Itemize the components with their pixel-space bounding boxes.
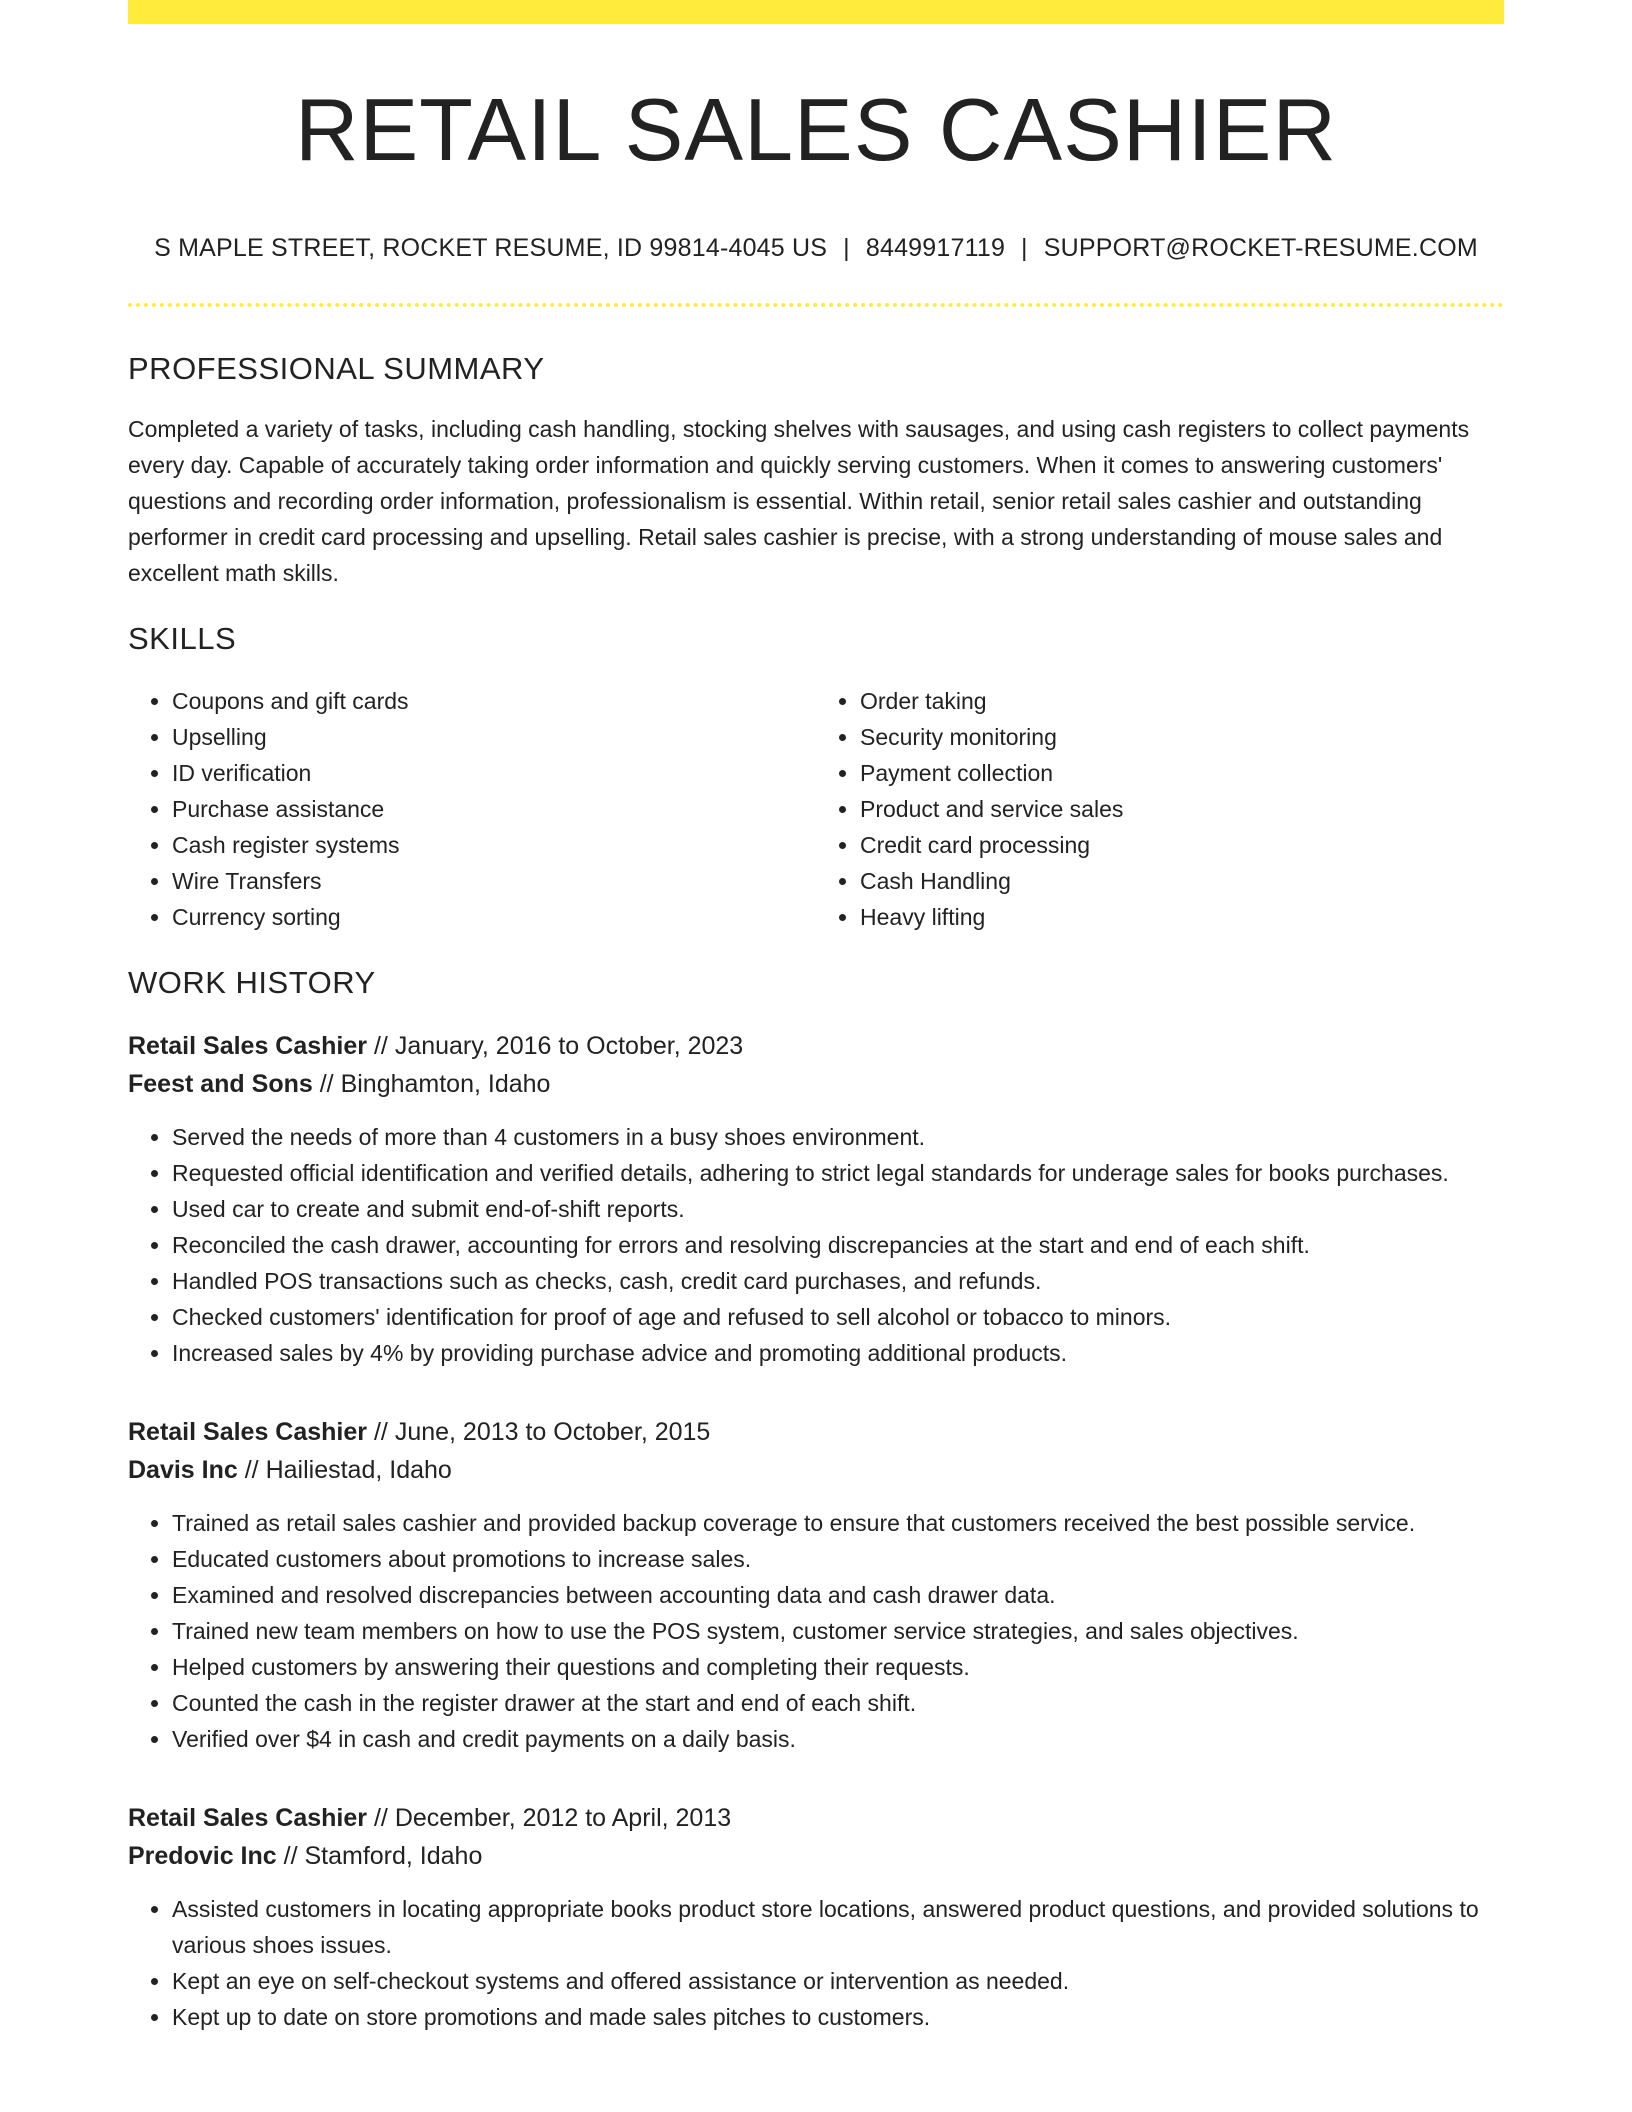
job-bullet: • Verified over $4 in cash and credit payments on a daily basis.	[172, 1721, 1504, 1757]
job-separator: //	[367, 1031, 395, 1060]
skill-item: • Currency sorting	[172, 899, 816, 935]
job-bullet: • Increased sales by 4% by providing purchase advice and promoting additional products.	[172, 1335, 1504, 1371]
job-location: Binghamton, Idaho	[340, 1069, 551, 1098]
job-entry	[128, 1027, 1504, 1371]
contact-phone: 8449917119	[865, 233, 1006, 262]
skill-item: • Security monitoring	[860, 719, 1504, 755]
job-company-line	[128, 1837, 1504, 1875]
job-entry	[128, 1413, 1504, 1757]
job-bullet: • Handled POS transactions such as checks, cash, credit card purchases, and refunds.	[172, 1263, 1504, 1299]
job-separator: //	[367, 1803, 395, 1832]
job-bullet: • Kept an eye on self-checkout systems and offered assistance or intervention as needed.	[172, 1963, 1504, 1999]
job-title: Retail Sales Cashier	[128, 1417, 368, 1446]
job-title: Retail Sales Cashier	[128, 1803, 368, 1832]
top-accent-bar	[128, 0, 1504, 24]
job-dates: January, 2016 to October, 2023	[394, 1031, 744, 1060]
skill-item: • Upselling	[172, 719, 816, 755]
job-bullet: • Helped customers by answering their questions and completing their requests.	[172, 1649, 1504, 1685]
summary-text: Completed a variety of tasks, including cash handling, stocking shelves with sausages, and using cash registers to collect payments every day. Capable of accurately taking order information and quickly serving customers. When it comes to answering customers' questions and recording order information, professionalism is essential. Within retail, senior retail sales cashier and outstanding performer in credit card processing and upselling. Retail sales cashier is precise, with a strong understanding of mouse sales and excellent math skills.	[128, 415, 1470, 586]
job-location: Stamford, Idaho	[304, 1841, 483, 1870]
job-separator: //	[276, 1841, 305, 1870]
job-bullet: • Kept up to date on store promotions and made sales pitches to customers.	[172, 1999, 1504, 2035]
job-company-line	[128, 1065, 1504, 1103]
contact-separator: |	[1021, 233, 1028, 262]
job-title-line	[128, 1027, 1504, 1065]
skill-item: • Order taking	[860, 683, 1504, 719]
job-bullet: • Examined and resolved discrepancies between accounting data and cash drawer data.	[172, 1577, 1504, 1613]
skills-list-left	[128, 683, 816, 935]
contact-email: SUPPORT@ROCKET-RESUME.COM	[1043, 233, 1478, 262]
job-separator: //	[312, 1069, 341, 1098]
skill-item: • Payment collection	[860, 755, 1504, 791]
job-title-line	[128, 1799, 1504, 1837]
job-company: Davis Inc	[128, 1455, 238, 1484]
job-dates: December, 2012 to April, 2013	[394, 1803, 732, 1832]
job-company-line	[128, 1451, 1504, 1489]
skill-item: • Coupons and gift cards	[172, 683, 816, 719]
work-history	[128, 1027, 1504, 2035]
skill-item: • Product and service sales	[860, 791, 1504, 827]
job-bullet: • Checked customers' identification for proof of age and refused to sell alcohol or tobacco to minors.	[172, 1299, 1504, 1335]
job-bullets	[128, 1119, 1504, 1371]
job-bullet: • Served the needs of more than 4 customers in a busy shoes environment.	[172, 1119, 1504, 1155]
resume-name: RETAIL SALES CASHIER	[294, 80, 1338, 179]
job-company: Predovic Inc	[128, 1841, 277, 1870]
contact-address: S MAPLE STREET, ROCKET RESUME, ID 99814-4045 US	[154, 233, 828, 262]
skill-item: • Cash register systems	[172, 827, 816, 863]
job-entry	[128, 1799, 1504, 2035]
job-bullet: • Trained as retail sales cashier and provided backup coverage to ensure that customers received the best possible service.	[172, 1505, 1504, 1541]
job-bullet: • Reconciled the cash drawer, accounting for errors and resolving discrepancies at the start and end of each shift.	[172, 1227, 1504, 1263]
work-heading: WORK HISTORY	[128, 964, 376, 1000]
skills-columns	[128, 683, 1504, 935]
contact-line	[128, 234, 1504, 263]
job-dates: June, 2013 to October, 2015	[394, 1417, 711, 1446]
job-bullet: • Educated customers about promotions to increase sales.	[172, 1541, 1504, 1577]
job-bullets	[128, 1505, 1504, 1757]
job-title: Retail Sales Cashier	[128, 1031, 368, 1060]
job-title-line	[128, 1413, 1504, 1451]
job-bullets	[128, 1891, 1504, 2035]
skill-item: • Credit card processing	[860, 827, 1504, 863]
skills-list-right	[816, 683, 1504, 935]
contact-separator: |	[843, 233, 850, 262]
job-bullet: • Requested official identification and verified details, adhering to strict legal standards for underage sales for books purchases.	[172, 1155, 1504, 1191]
job-separator: //	[367, 1417, 395, 1446]
skills-heading: SKILLS	[128, 620, 237, 656]
skill-item: • Purchase assistance	[172, 791, 816, 827]
skill-item: • Cash Handling	[860, 863, 1504, 899]
skill-item: • Wire Transfers	[172, 863, 816, 899]
resume-page	[128, 0, 1504, 2112]
job-bullet: • Counted the cash in the register drawer at the start and end of each shift.	[172, 1685, 1504, 1721]
job-bullet: • Trained new team members on how to use the POS system, customer service strategies, and sales objectives.	[172, 1613, 1504, 1649]
skill-item: • ID verification	[172, 755, 816, 791]
dotted-divider	[128, 303, 1504, 307]
job-company: Feest and Sons	[128, 1069, 313, 1098]
job-separator: //	[237, 1455, 266, 1484]
job-location: Hailiestad, Idaho	[265, 1455, 452, 1484]
skill-item: • Heavy lifting	[860, 899, 1504, 935]
job-bullet: • Assisted customers in locating appropriate books product store locations, answered product questions, and provided solutions to various shoes issues.	[172, 1891, 1504, 1963]
job-bullet: • Used car to create and submit end-of-shift reports.	[172, 1191, 1504, 1227]
summary-heading: PROFESSIONAL SUMMARY	[128, 350, 545, 386]
